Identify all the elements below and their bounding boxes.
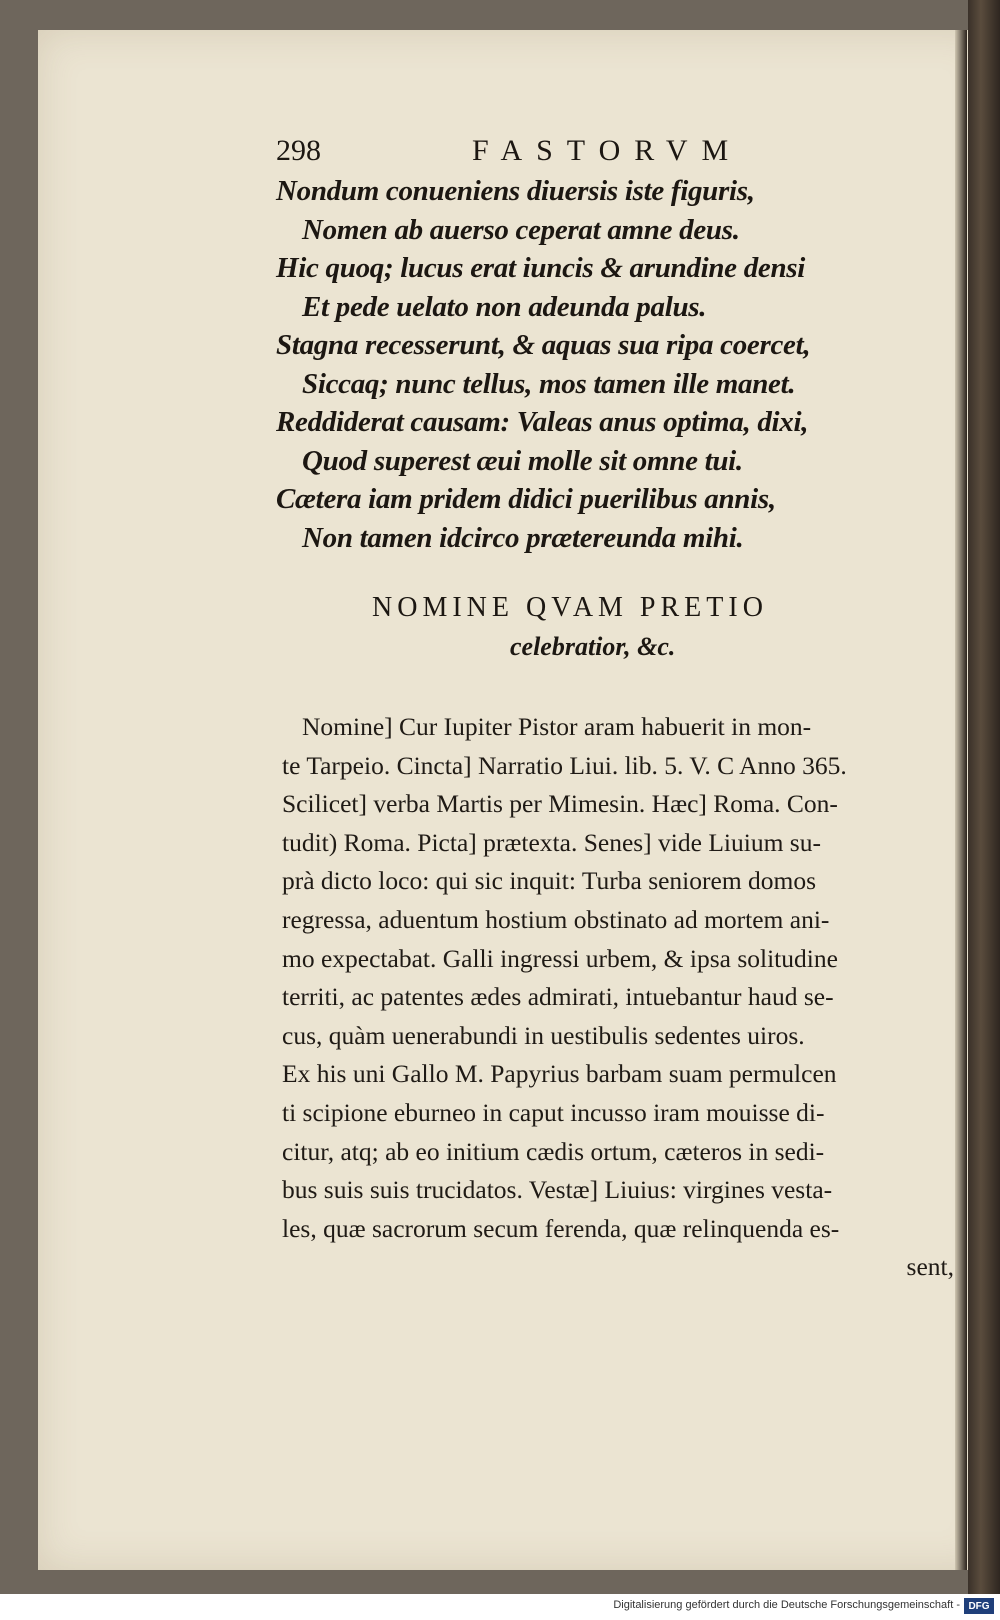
commentary-line: citur, atq; ab eo initium cædis ortum, cæteros in sedi- [282,1136,825,1166]
running-title: FASTORVM [472,134,743,167]
verse-line: Siccaq; nunc tellus, mos tamen ille manet. [302,367,796,400]
section-subheading: celebratior, &c. [510,632,676,661]
commentary-line: te Tarpeio. Cincta] Narratio Liui. lib. 5. V. C Anno 365. [282,750,847,780]
verse-line: Et pede uelato non adeunda palus. [302,290,707,323]
book-edge [968,0,1000,1594]
commentary-line: bus suis suis trucidatos. Vestæ] Liuius: virgines vesta- [282,1175,833,1205]
commentary-line: tudit) Roma. Picta] prætexta. Senes] vide Liuium su- [282,827,821,857]
commentary-line: prà dicto loco: qui sic inquit: Turba seniorem domos [282,866,817,896]
commentary-line: ti scipione eburneo in caput incusso iram mouisse di- [282,1097,825,1127]
page-number: 298 [276,134,321,167]
footer-credit: Digitalisierung gefördert durch die Deutsche Forschungsgemeinschaft - [613,1599,960,1611]
commentary-line: Ex his uni Gallo M. Papyrius barbam suam permulcen [282,1059,837,1089]
verse-line: Reddiderat causam: Valeas anus optima, dixi, [276,406,809,438]
commentary-line: cus, quàm uenerabundi in uestibulis sedentes uiros. [282,1020,805,1050]
verse-line: Non tamen idcirco prætereunda mihi. [302,521,744,554]
page-header [276,134,796,174]
dfg-logo: DFG [964,1598,994,1614]
footer [0,1594,1000,1620]
commentary-line: Scilicet] verba Martis per Mimesin. Hæc] Roma. Con- [282,789,838,819]
verse-line: Nondum conueniens diuersis iste figuris, [276,175,755,207]
commentary-line: regressa, aduentum hostium obstinato ad mortem ani- [282,904,830,934]
verse-block [276,172,836,557]
page-gutter [955,30,967,1570]
verse-line: Hic quoq; lucus erat iuncis & arundine densi [276,252,806,284]
commentary-line: sent, [906,1252,954,1282]
verse-line: Quod superest æui molle sit omne tui. [302,444,743,477]
commentary-line: Nomine] Cur Iupiter Pistor aram habuerit in mon- [302,712,812,741]
verse-line: Stagna recesserunt, & aquas sua ripa coercet, [276,329,811,361]
commentary-block [282,708,954,1287]
section-heading: NOMINE QVAM PRETIO [372,592,768,623]
commentary-line: territi, ac patentes ædes admirati, intuebantur haud se- [282,982,834,1012]
commentary-line: les, quæ sacrorum secum ferenda, quæ relinquenda es- [282,1213,840,1243]
verse-line: Cætera iam pridem didici puerilibus annis, [276,483,776,515]
verse-line: Nomen ab auerso ceperat amne deus. [302,213,740,246]
commentary-line: mo expectabat. Galli ingressi urbem, & ipsa solitudine [282,943,838,973]
